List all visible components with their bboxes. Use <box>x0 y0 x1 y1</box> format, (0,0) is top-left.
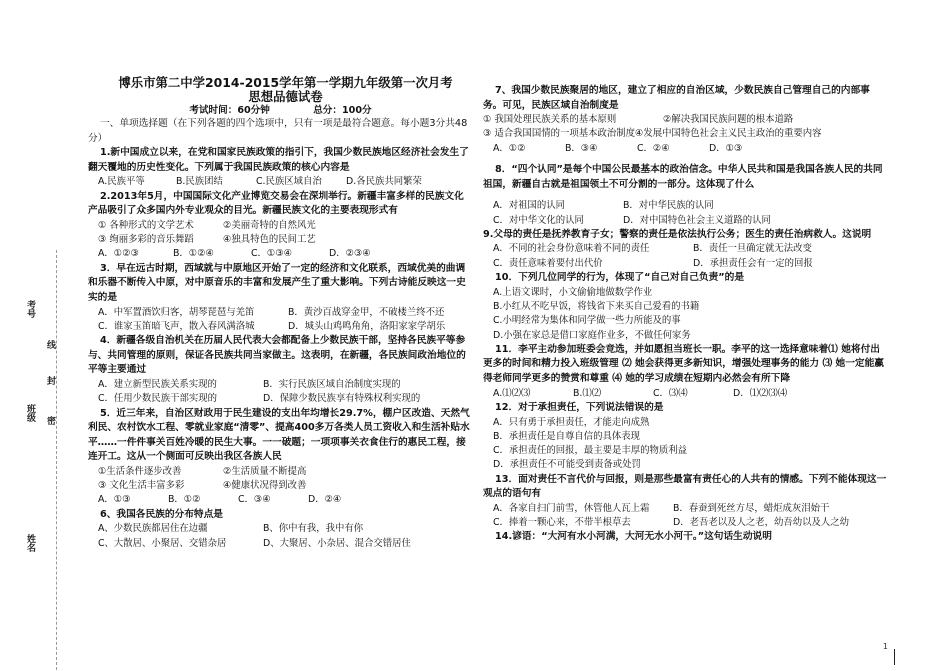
q13-option-b[interactable]: B．春蚕到死丝方尽，蜡炬成灰泪始干 <box>673 502 830 514</box>
exam-time: 考试时间：60分钟 <box>189 105 270 116</box>
q5-item-2: ②生活质量不断提高 <box>223 465 307 477</box>
q3-option-b[interactable]: B．黄沙百战穿金甲，不破楼兰终不还 <box>288 306 445 318</box>
q6-options-row1 <box>88 522 473 536</box>
q2-item-1: ① 各种形式的文学艺术 <box>98 219 194 231</box>
q2-stem: 2.2013年5月，中国国际文化产业博览交易会在深圳举行。新疆丰富多样的民族文化产品吸引了众多国内外专业观众的目光。新疆民族文化的主要表现形式有 <box>88 190 464 217</box>
q2-option-a[interactable]: A．①②③ <box>98 248 140 260</box>
binding-margin <box>0 0 70 671</box>
q13-option-a[interactable]: A．各家自扫门前雪，休管他人瓦上霜 <box>493 502 650 514</box>
exam-meta <box>88 105 473 117</box>
label-xian: 线 <box>45 340 55 349</box>
q12-option-d[interactable]: D．承担责任不可能受到责备或处罚 <box>493 459 641 471</box>
q10-option-c[interactable]: C.小明经常为集体和同学做一些力所能及的事 <box>493 315 681 327</box>
q11-options <box>483 387 887 401</box>
q5-options <box>88 493 473 507</box>
label-mi: 密 <box>45 416 55 425</box>
exam-title-line2: 思想品德试卷 <box>248 89 323 104</box>
q9-stem: 9.父母的责任是抚养教育子女；警察的责任是依法执行公务；医生的责任治病救人。这说明 <box>483 228 872 240</box>
q11-option-c[interactable]: C．⑶⑷ <box>653 387 688 399</box>
q13-options-row1 <box>483 502 887 516</box>
q11-option-a[interactable]: A.⑴⑵⑶ <box>493 387 531 399</box>
q5-stem: 5．近三年来，自治区财政用于民生建设的支出年均增长29.7%，棚户区改造、天然气利民、农村饮水工程、零就业家庭“清零”、提高400多万各类人员工资收入和生活补贴水平……一件件事关百姓冷暖的民生大事。一一破题；一项项事关衣食住行的惠民工程，接连开工。这从一个侧面可反映出我区各族人民 <box>88 407 470 463</box>
q4-options-row1 <box>88 378 473 392</box>
q13-stem: 13．面对责任不言代价与回报，则是那些最富有责任心的人共有的情感。下列不能体现这一观点的语句有 <box>483 473 887 500</box>
q4-option-b[interactable]: B．实行民族区域自治制度实现的 <box>263 378 401 390</box>
q9-option-c[interactable]: C．责任意味着要付出代价 <box>493 257 603 269</box>
q13-options-row2 <box>483 516 887 530</box>
q1-stem: 1.新中国成立以来，在党和国家民族政策的指引下，我国少数民族地区经济社会发生了翻天覆地的历史性变化。下列属于我国民族政策的核心内容是 <box>88 147 469 173</box>
q2-items-row2 <box>88 233 473 247</box>
q2-option-b[interactable]: B．①②④ <box>173 248 215 260</box>
q1-option-d[interactable]: D.各民族共同繁荣 <box>346 176 422 188</box>
q8-option-c[interactable]: C．对中华文化的认同 <box>493 214 584 226</box>
q6-stem: 6、我国各民族的分布特点是 <box>100 508 223 520</box>
q12-option-b[interactable]: B．承担责任是自尊自信的具体表现 <box>493 430 641 442</box>
q5-option-d[interactable]: D．②④ <box>308 494 342 506</box>
q2-option-c[interactable]: C．①③④ <box>251 248 293 260</box>
corner-mark <box>894 649 895 665</box>
q7-items-row1 <box>483 113 887 127</box>
q2-option-d[interactable]: D．②③④ <box>329 248 371 260</box>
q3-options-row2 <box>88 320 473 334</box>
q1-option-a[interactable]: A.民族平等 <box>98 176 145 188</box>
q8-stem: 8．“四个认同”是每个中国公民最基本的政治信念。中华人民共和国是我国各族人民的共同祖国，新疆自古就是祖国领土不可分割的一部分。这体现了什么 <box>483 164 883 190</box>
q9-options-row2 <box>483 257 887 271</box>
q5-option-a[interactable]: A．①③ <box>98 494 131 506</box>
q9-option-d[interactable]: D．承担责任会有一定的回报 <box>693 257 813 269</box>
q10-option-b[interactable]: B.小红从不吃早饭，将钱省下来买自己爱看的书籍 <box>493 300 700 312</box>
q5-items-row2 <box>88 479 473 493</box>
q6-option-d[interactable]: D、大聚居、小杂居、混合交错居住 <box>263 537 411 549</box>
q9-options-row1 <box>483 242 887 256</box>
q1-option-c[interactable]: C.民族区域自治 <box>256 176 322 188</box>
exam-score: 总分：100分 <box>313 105 372 116</box>
q7-option-c[interactable]: C．②④ <box>637 142 670 154</box>
q12-option-c[interactable]: C．承担责任的回报，最主要是丰厚的物质利益 <box>493 445 688 457</box>
q8-option-a[interactable]: A．对祖国的认同 <box>493 200 566 212</box>
q2-item-4: ④独具特色的民间工艺 <box>223 234 316 246</box>
section-heading: 一、单项选择题（在下列各题的四个选项中，只有一项是最符合题意。每小题3分共48分） <box>88 118 468 144</box>
binding-dashed-line <box>56 250 57 670</box>
q4-option-d[interactable]: D．保障少数民族享有特殊权利实现的 <box>263 393 421 405</box>
q1-options <box>88 175 473 189</box>
label-feng: 封 <box>45 376 55 385</box>
q5-item-4: ④健康状况得到改善 <box>223 480 307 492</box>
label-xingming: 姓名 <box>25 534 35 552</box>
q7-options <box>483 142 887 156</box>
q8-options-row2 <box>483 214 887 228</box>
q9-option-b[interactable]: B．责任一旦确定就无法改变 <box>693 243 812 255</box>
q8-option-d[interactable]: D．对中国特色社会主义道路的认同 <box>623 214 771 226</box>
q1-option-b[interactable]: B.民族团结 <box>176 176 223 188</box>
q2-options <box>88 247 473 261</box>
q4-option-a[interactable]: A．建立新型民族关系实现的 <box>98 378 217 390</box>
q3-option-d[interactable]: D．城头山鸡鸣角角，洛阳家家学胡乐 <box>288 320 446 332</box>
q7-item-2: ②解决我国民族问题的根本道路 <box>663 114 794 126</box>
q11-option-b[interactable]: B.⑴⑵ <box>573 387 602 399</box>
q9-option-a[interactable]: A．不同的社会身份意味着不同的责任 <box>493 243 650 255</box>
q12-stem: 12．对于承担责任，下列说法错误的是 <box>495 401 664 413</box>
q12-option-a[interactable]: A．只有勇于承担责任，才能走向成熟 <box>493 416 650 428</box>
q4-stem: 4．新疆各级自治机关在历届人民代表大会都配备上少数民族干部，坚持各民族平等参与、共同管理的原则，保证各民族共同当家做主。这表明，在新疆，各民族间政治地位的平等主要通过 <box>88 335 466 376</box>
q7-option-a[interactable]: A．①② <box>493 142 526 154</box>
q10-stem: 10．下列几位同学的行为，体现了“自己对自己负责”的是 <box>495 272 745 284</box>
q6-option-c[interactable]: C、大散居、小聚居、交错杂居 <box>98 537 227 549</box>
q5-item-3: ③ 文化生活丰富多彩 <box>98 480 185 492</box>
q5-option-b[interactable]: B．①② <box>168 494 201 506</box>
q13-option-d[interactable]: D．老吾老以及人之老，幼吾幼以及人之幼 <box>673 517 849 529</box>
q5-item-1: ①生活条件逐步改善 <box>98 465 182 477</box>
q2-item-3: ③ 绚丽多彩的音乐舞蹈 <box>98 234 194 246</box>
q10-option-d[interactable]: D.小强在家总是借口家庭作业多，不做任何家务 <box>493 329 691 341</box>
q7-stem: 7、我国少数民族聚居的地区，建立了相应的自治区域，少数民族自己管理自己的内部事务。可见，民族区域自治制度是 <box>483 85 870 111</box>
q7-option-b[interactable]: B．③④ <box>565 142 598 154</box>
q3-stem: 3．早在远古时期，西域就与中原地区开始了一定的经济和文化联系，西域优美的曲调和乐器不断传入中原，对中原音乐的丰富和发展产生了重大影响。下列古诗能反映这一史实的是 <box>88 262 466 303</box>
left-column <box>88 76 473 551</box>
q11-option-d[interactable]: D．⑴⑵⑶⑷ <box>733 387 788 399</box>
page-number: 1 <box>882 642 888 651</box>
q4-option-c[interactable]: C．任用少数民族干部实现的 <box>98 393 218 405</box>
exam-title-line1: 博乐市第二中学2014-2015学年第一学期九年级第一次月考 <box>118 75 453 90</box>
q14-stem: 14.谚语：“大河有水小河满，大河无水小河干。”这句话生动说明 <box>495 531 772 543</box>
q13-option-c[interactable]: C．捧着一颗心来，不带半根草去 <box>493 517 631 529</box>
q7-item-3: ③ 适合我国国情的一项基本政治制度④发展中国特色社会主义民主政治的重要内容 <box>483 128 822 140</box>
q7-option-d[interactable]: D．①③ <box>709 142 743 154</box>
q3-option-c[interactable]: C．谁家玉笛暗飞声，散入春风满洛城 <box>98 320 255 332</box>
q5-option-c[interactable]: C．③④ <box>238 494 271 506</box>
q2-items-row1 <box>88 219 473 233</box>
q6-option-a[interactable]: A、少数民族都居住在边疆 <box>98 523 208 535</box>
q3-option-a[interactable]: A．中军置酒饮归客，胡琴琵琶与羌笛 <box>98 306 255 318</box>
q10-option-a[interactable]: A.上语文课时，小文偷偷地做数学作业 <box>493 286 653 298</box>
q8-options-row1 <box>483 199 887 213</box>
q6-options-row2 <box>88 537 473 551</box>
q3-options-row1 <box>88 306 473 320</box>
q11-stem: 11．李平主动参加班委会竞选，并如愿担当班长一职。李平的这一选择意味着⑴ 她将付出更多的时间和精力投入班级管理 ⑵ 她会获得更多新知识，增强处理事务的能力 ⑶ 她一定能赢得老师同学更多的赞赏和尊重 ⑷ 她的学习成绩在短期内必然会有所下降 <box>483 343 884 385</box>
label-banji: 班级 <box>25 404 35 422</box>
q7-item-1: ① 我国处理民族关系的基本原则 <box>483 114 617 126</box>
q4-options-row2 <box>88 392 473 406</box>
q2-item-2: ②美丽奇特的自然风光 <box>223 219 316 231</box>
q6-option-b[interactable]: B、你中有我，我中有你 <box>263 523 364 535</box>
q8-option-b[interactable]: B．对中华民族的认同 <box>623 200 714 212</box>
right-column <box>483 84 887 545</box>
q5-items-row1 <box>88 465 473 479</box>
label-kaohao: 考号 <box>25 300 35 318</box>
